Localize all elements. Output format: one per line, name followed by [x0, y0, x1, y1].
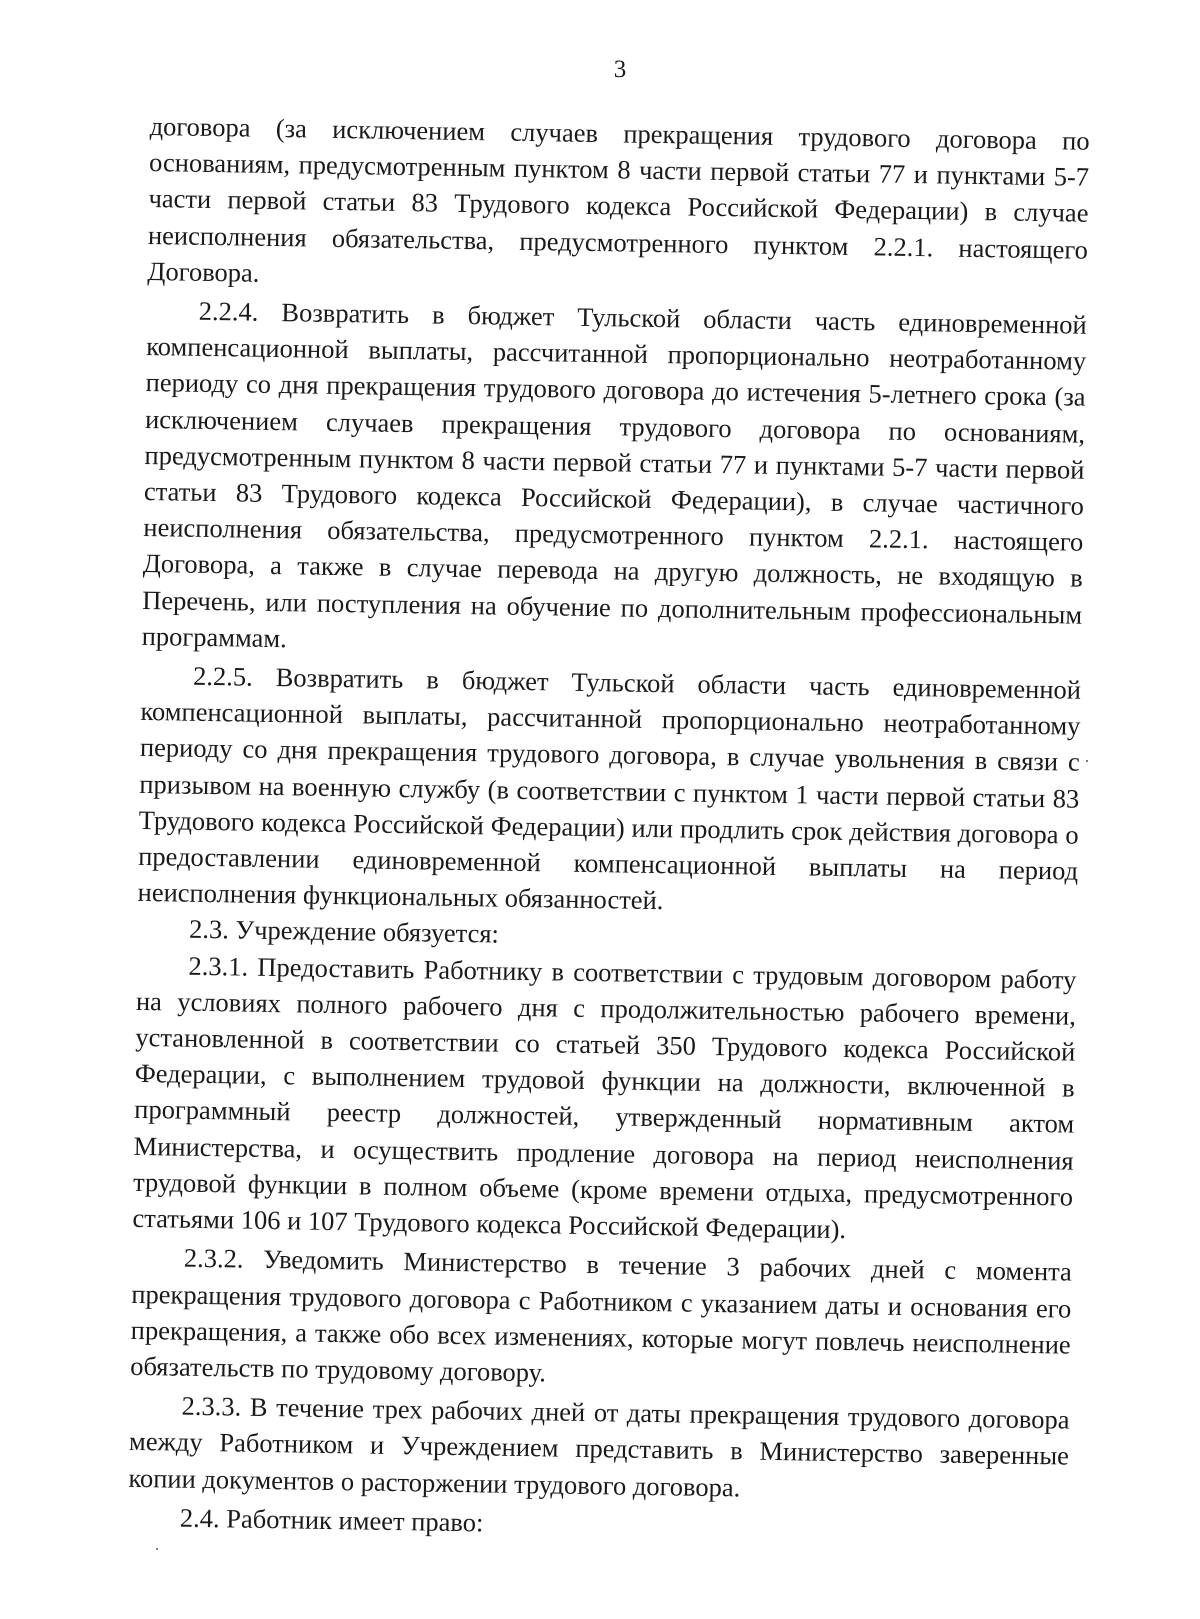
document-body	[128, 108, 1090, 1550]
scan-speck	[1086, 760, 1088, 762]
paragraph-continuation: договора (за исключением случаев прекращения трудового договора по основаниям, предусмотренным пунктом 8 части первой статьи 77 и пунктами 5-7 части первой статьи 83 Трудового кодекса Российской Федерации) в случае неисполнения обязательства, предусмотренного пунктом 2.2.1. настоящего Договора.	[147, 110, 1090, 288]
paragraph-2-3-1: 2.3.1. Предоставить Работнику в соответствии с трудовым договором работу на условиях полного рабочего дня с продолжительностью рабочего времени, установленной в соответствии со статьей 350 Трудового кодекса Российской Федерации, с выполнением трудовой функции на должности, включенной в программный реестр должностей, утвержденный нормативным актом Министерства, и осуществить продление договора на период неисполнения трудовой функции в полном объеме (кроме времени отдыха, предусмотренного статьями 106 и 107 Трудового кодекса Российской Федерации).	[132, 950, 1077, 1245]
paragraph-2-3: 2.3. Учреждение обязуется:	[188, 914, 500, 950]
paragraph-2-3-3: 2.3.3. В течение трех рабочих дней от даты прекращения трудового договора между Работником и Учреждением представить в Министерство заверенные копии документов о расторжении трудового договора.	[128, 1390, 1070, 1502]
paragraph-2-2-4: 2.2.4. Возвратить в бюджет Тульской области часть единовременной компенсационной выплаты, рассчитанной пропорционально неотработанному периоду со дня прекращения трудового договора до истечения 5-летнего срока (за исключением случаев прекращения трудового договора по основаниям, предусмотренным пунктом 8 части первой статьи 77 и пунктами 5-7 части первой статьи 83 Трудового кодекса Российской Федерации), в случае частичного неисполнения обязательства, предусмотренного пунктом 2.2.1. настоящего Договора, а также в случае перевода на другую должность, не входящую в Перечень, или поступления на обучение по дополнительным профессиональным программам.	[141, 295, 1087, 654]
page-number: 3	[613, 56, 627, 83]
paragraph-2-3-2: 2.3.2. Уведомить Министерство в течение 3 рабочих дней с момента прекращения трудового договора с Работником с указанием даты и основания его прекращения, а также обо всех изменениях, которые могут повлечь неисполнение обязательств по трудовому договору.	[130, 1242, 1073, 1388]
paragraph-2-4: 2.4. Работник имеет право:	[179, 1502, 484, 1538]
scan-speck	[156, 1548, 158, 1550]
paragraph-2-2-5: 2.2.5. Возвратить в бюджет Тульской области часть единовременной компенсационной выплаты, рассчитанной пропорционально неотработанному периоду со дня прекращения трудового договора, в случае увольнения в связи с призывом на военную службу (в соответствии с пунктом 1 части первой статьи 83 Трудового кодекса Российской Федерации) или продлить срок действия договора о предоставлении единовременной компенсационной выплаты на период неисполнения функциональных обязанностей.	[137, 660, 1082, 916]
